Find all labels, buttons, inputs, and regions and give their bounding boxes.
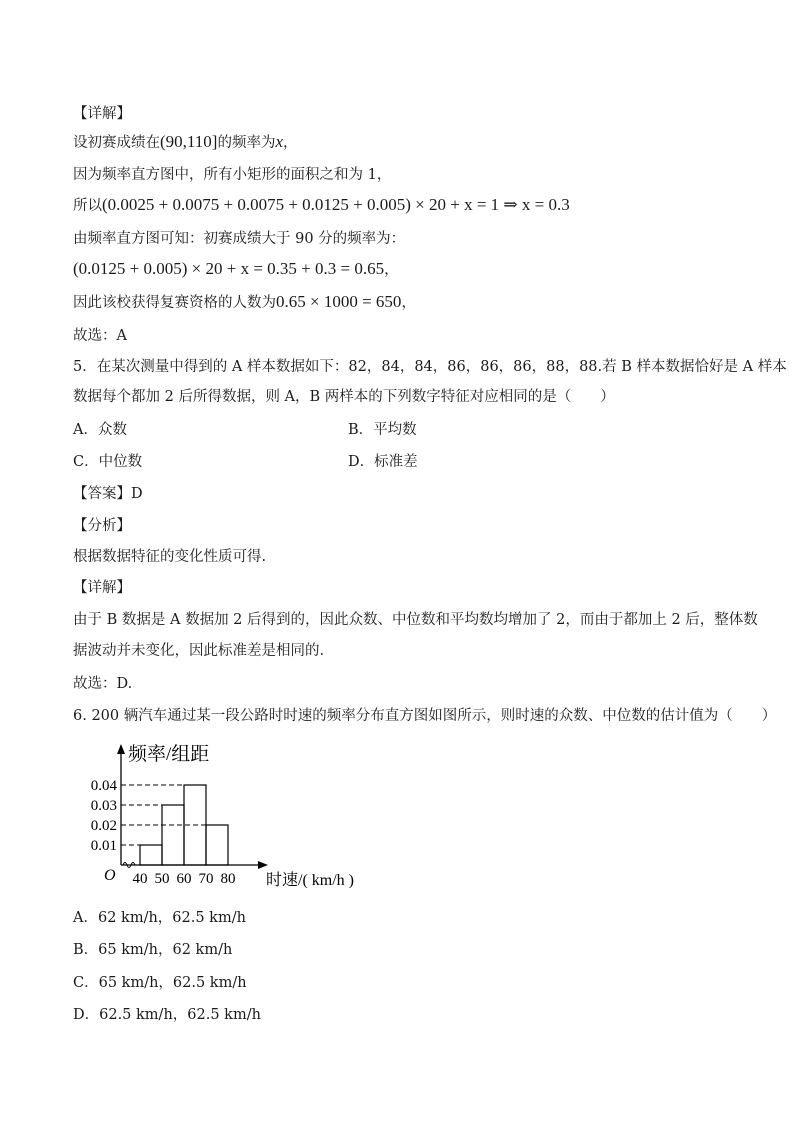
x-tick-label: 80: [220, 871, 236, 887]
histogram-bar: [140, 845, 162, 865]
dashed-guides: [121, 785, 206, 845]
q4-detail-line-6: [73, 292, 416, 313]
y-tick-label: 0.01: [90, 838, 117, 854]
detail-label: 【详解】: [73, 106, 131, 122]
text: 因此该校获得复赛资格的人数为: [73, 295, 276, 311]
q5-detail-line-2: 据波动并未变化，因此标准差是相同的.: [73, 643, 325, 659]
q5-option-b: B．平均数: [348, 422, 417, 438]
q4-detail-line-1: [73, 132, 298, 153]
q5-stem-line-2: 数据每个都加 2 后所得数据，则 A，B 两样本的下列数字特征对应相同的是（ ）: [73, 389, 615, 405]
y-tick-label: 0.03: [90, 798, 117, 814]
y-tick-label: 0.02: [90, 818, 117, 834]
text: ，: [401, 295, 416, 311]
q6-option-d: D．62.5 km/h，62.5 km/h: [73, 1007, 261, 1023]
x-tick-label: 50: [154, 871, 170, 887]
x-tick-label: 60: [176, 871, 192, 887]
q5-option-c: C．中位数: [73, 454, 143, 470]
q4-detail-line-4: 由频率直方图可知：初赛成绩大于 90 分的频率为：: [73, 231, 406, 247]
x-tick-label: 40: [132, 871, 148, 887]
x-axis-label: 时速/( km/h ): [266, 872, 354, 888]
equation: (0.0125 + 0.005) × 20 + x = 0.35 + 0.3 = 0.65: [73, 259, 385, 278]
equation: (0.0025 + 0.0075 + 0.0075 + 0.0125 + 0.005) × 20 + x = 1 ⇒ x = 0.3: [102, 195, 570, 214]
q5-option-a: A．众数: [73, 422, 127, 438]
q5-answer: 【答案】D: [73, 486, 143, 502]
q6-stem: 6. 200 辆汽车通过某一段公路时时速的频率分布直方图如图所示，则时速的众数、中位数的估计值为（ ）: [73, 708, 777, 724]
q5-detail-label: 【详解】: [73, 580, 131, 596]
text: ，: [384, 262, 399, 278]
variable-x: x: [275, 132, 283, 151]
text: ，: [283, 135, 298, 151]
frequency-histogram: [80, 738, 360, 888]
text: 的频率为: [217, 135, 276, 151]
interval: (90,110]: [160, 132, 218, 151]
x-tick-label: 70: [198, 871, 214, 887]
q4-detail-line-3: [73, 195, 570, 216]
q5-option-d: D．标准差: [348, 454, 418, 470]
origin-label: O: [104, 867, 116, 884]
q4-detail-line-2: 因为频率直方图中，所有小矩形的面积之和为 1，: [73, 167, 392, 183]
q4-detail-line-5: [73, 259, 399, 280]
histogram-bar: [206, 825, 228, 865]
equation: 0.65 × 1000 = 650: [276, 292, 402, 311]
y-axis-label: 频率/组距: [128, 744, 210, 765]
y-tick-label: 0.04: [90, 778, 117, 794]
x-axis-arrow: [258, 861, 268, 869]
q5-stem-line-1: 5．在某次测量中得到的 A 样本数据如下：82，84，84，86，86，86，88，88.若 B 样本数据恰好是 A 样本: [73, 359, 787, 375]
histogram-bar: [162, 805, 184, 865]
text: 设初赛成绩在: [73, 135, 160, 151]
q5-choice: 故选：D.: [73, 676, 133, 692]
q4-choice: 故选：A: [73, 328, 127, 344]
q5-analysis: 根据数据特征的变化性质可得.: [73, 549, 267, 565]
q5-detail-line-1: 由于 B 数据是 A 数据加 2 后得到的，因此众数、中位数和平均数均增加了 2，而由于都加上 2 后，整体数: [73, 612, 758, 628]
y-axis-arrow: [117, 744, 125, 754]
q6-option-a: A．62 km/h，62.5 km/h: [73, 910, 246, 926]
q6-option-b: B．65 km/h，62 km/h: [73, 942, 233, 958]
q5-analysis-label: 【分析】: [73, 518, 131, 534]
q6-option-c: C．65 km/h，62.5 km/h: [73, 975, 247, 991]
text: 所以: [73, 198, 102, 214]
